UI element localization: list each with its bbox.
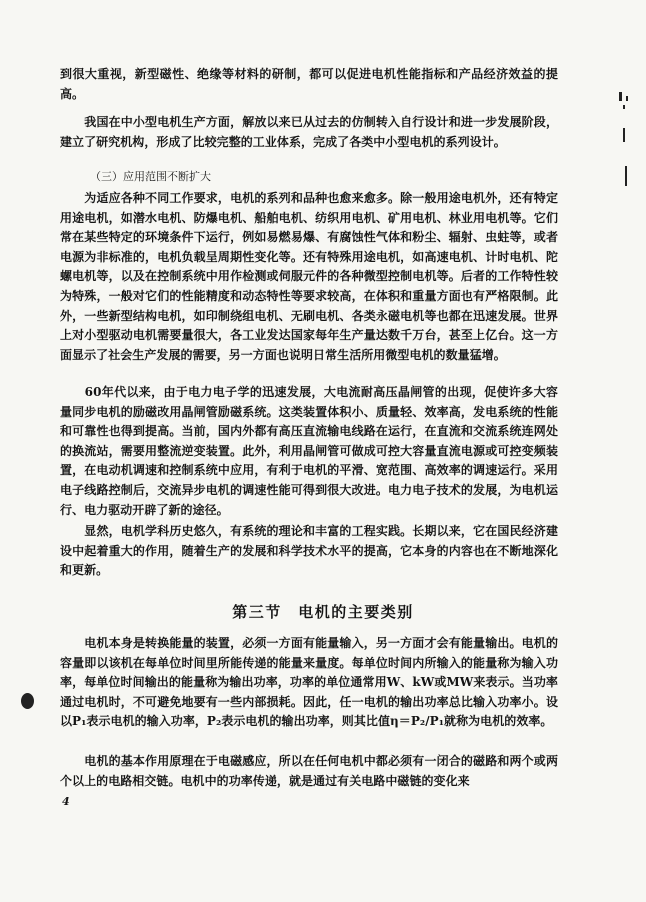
scan-mark: [623, 105, 625, 109]
scan-mark: [626, 96, 628, 101]
scan-mark: [625, 166, 627, 186]
scan-mark: [623, 128, 625, 142]
paragraph-application-range: 为适应各种不同工作要求，电机的系列和品种也愈来愈多。除一般用途电机外，还有特定用途电机，如潜水电机、防爆电机、船舶电机、纺织用电机、矿用电机、林业用电机等。它们常在某些特定的环境条件下运行，例如易燃易爆、有腐蚀性气体和粉尘、辐射、虫蛀等，或者电源为非标准的，电机负载呈周期性变化等。还有特殊用途电机，如高速电机、计时电机、陀螺电机等，以及在控制系统中用作检测或伺服元件的各种微型控制电机等。后者的工作特性较为特殊，一般对它们的性能精度和动态特性等要求较高，在体积和重量方面也有严格限制。此外，一些新型结构电机，如印制绕组电机、无刷电机、各类永磁电机等也都在迅速发展。世界上对小型驱动电机需要量很大，各工业发达国家每年生产量达数千万台，甚至上亿台。这一方面显示了社会生产发展的需要，另一方面也说明日常生活所用微型电机的数量猛增。: [60, 191, 558, 362]
page-number: 4: [62, 795, 70, 808]
binding-hole-mark: [21, 693, 34, 709]
subsection-title: （三）应用范围不断扩大: [90, 170, 211, 183]
paragraph-intro-continuation: 到很大重视，新型磁性、绝缘等材料的研制，都可以促进电机性能指标和产品经济效益的提高。: [60, 67, 558, 101]
section-heading: 第三节 电机的主要类别: [232, 603, 414, 621]
paragraph-capacity-efficiency: 电机本身是转换能量的装置，必须一方面有能量输入，另一方面才会有能量输出。电机的容量即以该机在每单位时间里所能传递的能量来量度。每单位时间内所输入的能量称为输入功率，每单位时间输出的能量称为输出功率，功率的单位通常用W、kW或MW来表示。当功率通过电机时，不可避免地要有一些内部损耗。因此，任一电机的输出功率总比输入功率小。设以P₁表示电机的输入功率，P₂表示电机的输出功率，则其比值η＝P₂/P₁就称为电机的效率。: [60, 636, 558, 729]
paragraph-china-development: 我国在中小型电机生产方面，解放以来已从过去的仿制转入自行设计和进一步发展阶段，建立了研究机构，形成了比较完整的工业体系，完成了各类中小型电机的系列设计。: [60, 115, 558, 149]
paragraph-summary: 显然，电机学科历史悠久，有系统的理论和丰富的工程实践。长期以来，它在国民经济建设中起着重大的作用，随着生产的发展和科学技术水平的提高，它本身的内容也在不断地深化和更新。: [60, 524, 558, 578]
paragraph-operating-principle: 电机的基本作用原理在于电磁感应，所以在任何电机中都必须有一闭合的磁路和两个或两个以上的电路相交链。电机中的功率传递，就是通过有关电路中磁链的变化来: [60, 754, 558, 788]
scan-mark: [619, 92, 622, 101]
paragraph-power-electronics: 60年代以来，由于电力电子学的迅速发展，大电流耐高压晶闸管的出现，促使许多大容量同步电机的励磁改用晶闸管励磁系统。这类装置体积小、质量轻、效率高，发电系统的性能和可靠性也得到提高。当前，国内外都有高压直流输电线路在运行，在直流和交流系统连网处的换流站，需要用整流逆变装置。此外，利用晶闸管可做成可控大容量直流电源或可控变频装置，在电动机调速和控制系统中应用，有利于电机的平滑、宽范围、高效率的调速运行。采用电子线路控制后，交流异步电机的调速性能可得到很大改进。电力电子技术的发展，为电机运行、电力驱动开辟了新的途径。: [60, 385, 558, 517]
